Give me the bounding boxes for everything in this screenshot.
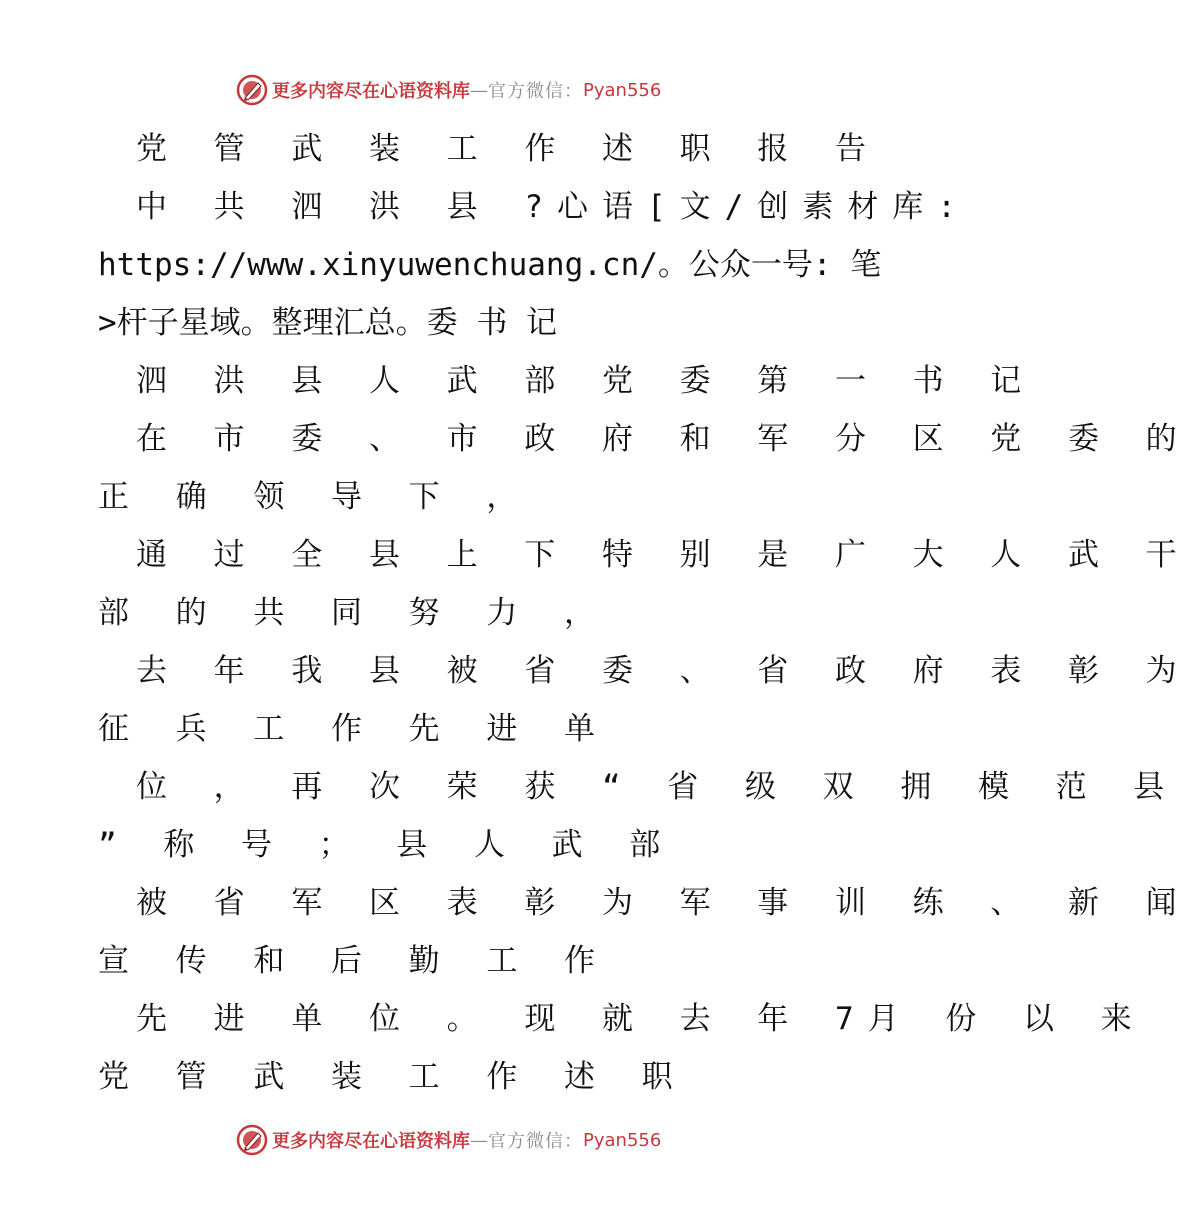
text-line: 宣 传 和 后 勤 工 作 — [98, 943, 609, 979]
banner-contact-label: 官方微信： — [488, 81, 583, 102]
banner-title: 更多内容尽在心语资料库 — [272, 81, 470, 102]
text-line: 泗 洪 县 人 武 部 党 委 第 一 书 记 — [136, 363, 1036, 399]
text-line: 征 兵 工 作 先 进 单 — [98, 711, 609, 747]
banner-contact-id: Pyan556 — [583, 1129, 662, 1151]
document-title: 党 管 武 装 工 作 述 职 报 告 — [136, 131, 880, 167]
footer-watermark-banner — [236, 1122, 661, 1158]
text-line: 党 管 武 装 工 作 述 职 — [98, 1059, 687, 1095]
text-line: 去 年 我 县 被 省 委 、 省 政 府 表 彰 为 — [136, 653, 1191, 689]
text-line: ” 称 号 ； 县 人 武 部 — [98, 827, 675, 863]
banner-separator: — — [470, 79, 488, 101]
pen-seal-logo-icon — [236, 74, 268, 106]
text-line: 通 过 全 县 上 下 特 别 是 广 大 人 武 干 — [136, 537, 1191, 573]
text-line: 位 ， 再 次 荣 获 “ 省 级 双 拥 模 范 县 — [136, 769, 1179, 805]
banner-separator: — — [470, 1129, 488, 1151]
text-line: 被 省 军 区 表 彰 为 军 事 训 练 、 新 闻 — [136, 885, 1191, 921]
pen-seal-logo-icon — [236, 1124, 268, 1156]
text-line: 部 的 共 同 努 力 ， — [98, 595, 609, 631]
text-line: 中 共 泗 洪 县 ?心语[文/创素材库: — [136, 189, 970, 225]
text-line: 正 确 领 导 下 ， — [98, 479, 532, 515]
text-line: 在 市 委 、 市 政 府 和 军 分 区 党 委 的 — [136, 421, 1191, 457]
banner-contact-label: 官方微信： — [488, 1131, 583, 1152]
banner-contact-id: Pyan556 — [583, 79, 662, 101]
text-line: 先 进 单 位 。 现 就 去 年 7月 份 以 来 — [136, 1001, 1146, 1037]
header-watermark-banner — [236, 72, 661, 108]
banner-title: 更多内容尽在心语资料库 — [272, 1131, 470, 1152]
text-line: https://www.xinyuwenchuang.cn/。公众一号: 笔 — [98, 247, 882, 283]
text-line: >杆子星域。整理汇总。委 书 记 — [98, 305, 557, 341]
